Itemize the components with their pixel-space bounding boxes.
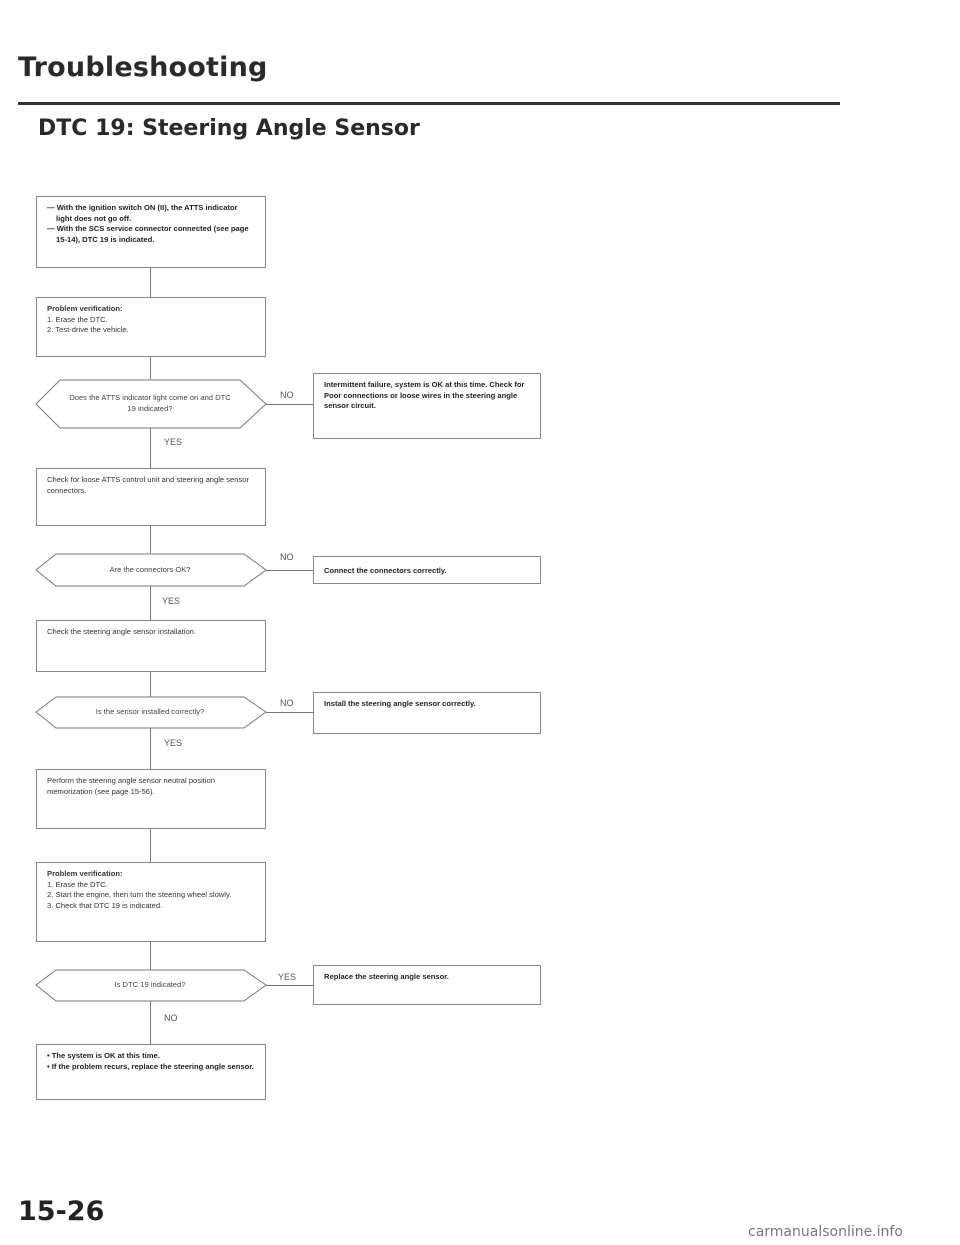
problem-verification-box bbox=[36, 297, 266, 357]
no-label: NO bbox=[280, 552, 294, 562]
install-sensor-text: Install the steering angle sensor correctly. bbox=[324, 699, 476, 708]
yes-label: YES bbox=[278, 972, 297, 982]
verification-step: 1. Erase the DTC. bbox=[47, 879, 108, 889]
yes-label: YES bbox=[162, 596, 181, 606]
system-ok-line: • If the problem recurs, replace the steering angle sensor. bbox=[47, 1061, 254, 1071]
check-connectors-text: Check for loose ATTS control unit and steering angle sensor connectors. bbox=[47, 475, 250, 495]
verification-step: 2. Start the engine, then turn the steering wheel slowly. bbox=[47, 890, 232, 899]
decision-question-4: Is DTC 19 indicated? bbox=[114, 980, 186, 989]
replace-sensor-text: Replace the steering angle sensor. bbox=[324, 972, 449, 981]
memorization-text: Perform the steering angle sensor neutral position memorization (see page 15-56). bbox=[47, 776, 216, 796]
connect-connectors-box bbox=[313, 556, 541, 584]
start-condition-box bbox=[36, 196, 266, 268]
problem-verification-box-2 bbox=[36, 862, 266, 942]
start-condition-line: — With the SCS service connector connected (see page 15-14), DTC 19 is indicated. bbox=[47, 224, 249, 244]
yes-label: YES bbox=[164, 437, 183, 447]
install-sensor-box bbox=[313, 692, 541, 734]
connect-connectors-text: Connect the connectors correctly. bbox=[324, 566, 447, 575]
verification-step: 3. Check that DTC 19 is indicated. bbox=[47, 900, 163, 910]
watermark: carmanualsonline.info bbox=[748, 1224, 903, 1240]
intermittent-failure-text: Intermittent failure, system is OK at this time. Check for Poor connections or loose wires in the steering angle sensor circuit. bbox=[324, 380, 525, 410]
check-installation-box bbox=[36, 620, 266, 672]
no-label: NO bbox=[280, 698, 294, 708]
section-title: DTC 19: Steering Angle Sensor bbox=[38, 116, 420, 141]
page-number: 15-26 bbox=[18, 1196, 105, 1227]
check-installation-text: Check the steering angle sensor installation. bbox=[47, 627, 197, 636]
decision-question-1: Does the ATTS indicator light come on and DTC 19 indicated? bbox=[69, 393, 231, 413]
check-connectors-box bbox=[36, 468, 266, 526]
yes-label: YES bbox=[164, 738, 183, 748]
verification-step: 2. Test-drive the vehicle. bbox=[47, 325, 129, 334]
start-condition-line: — With the ignition switch ON (II), the ATTS indicator light does not go off. bbox=[47, 203, 238, 223]
verification-heading: Problem verification: bbox=[47, 869, 123, 878]
no-label: NO bbox=[164, 1013, 178, 1023]
verification-heading: Problem verification: bbox=[47, 304, 123, 313]
no-label: NO bbox=[280, 390, 294, 400]
replace-sensor-box bbox=[313, 965, 541, 1005]
decision-question-3: Is the sensor installed correctly? bbox=[95, 707, 205, 716]
verification-step: 1. Erase the DTC. bbox=[47, 314, 108, 324]
decision-question-2: Are the connectors OK? bbox=[109, 565, 191, 574]
system-ok-box bbox=[36, 1044, 266, 1100]
intermittent-failure-box bbox=[313, 373, 541, 439]
system-ok-line: • The system is OK at this time. bbox=[47, 1051, 160, 1060]
page-title: Troubleshooting bbox=[18, 52, 268, 83]
memorization-box bbox=[36, 769, 266, 829]
